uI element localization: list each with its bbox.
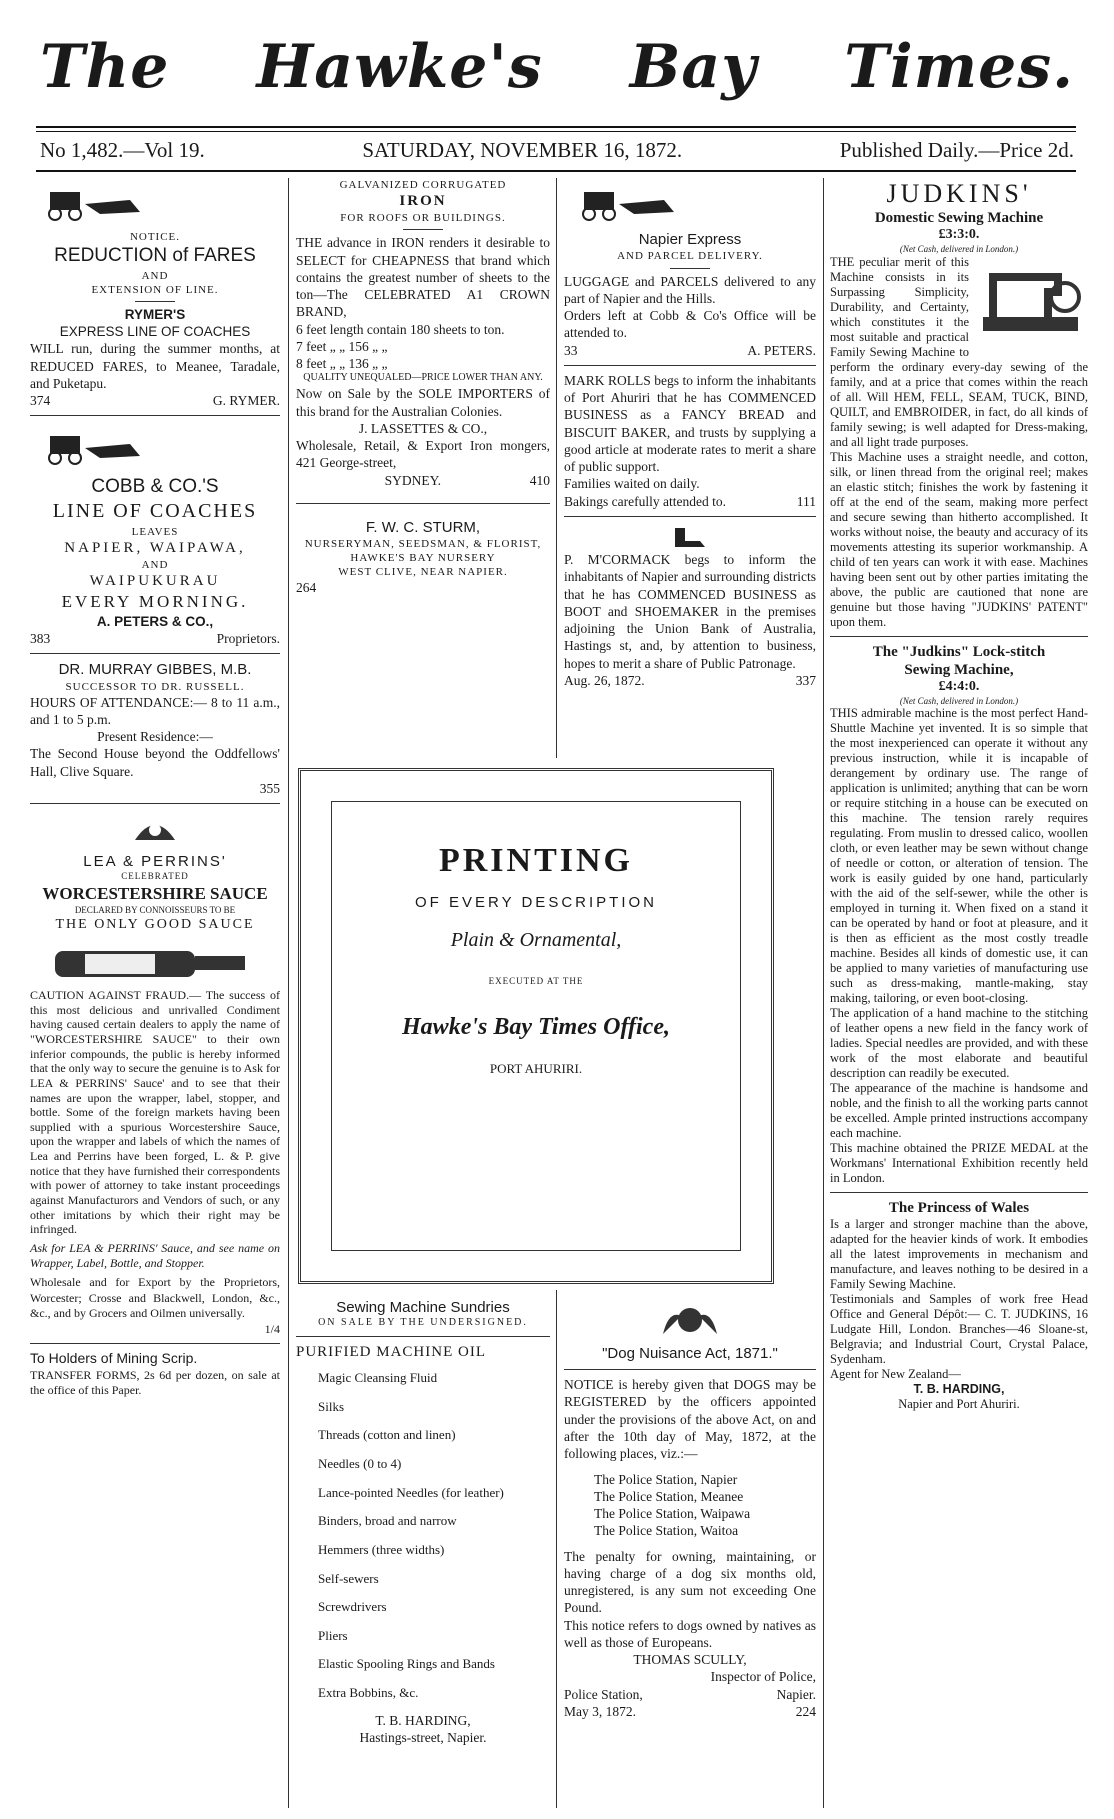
inspector-label: Inspector of Police,	[710, 1669, 816, 1685]
coach-icon	[30, 182, 150, 222]
boot-icon	[670, 523, 710, 549]
divider	[30, 1343, 280, 1344]
list-item: Elastic Spooling Rings and Bands	[318, 1656, 495, 1672]
declared-label: DECLARED BY CONNOISSEURS TO BE	[74, 904, 236, 915]
onsale-label: ON SALE BY THE UNDERSIGNED.	[318, 1317, 528, 1329]
bakings-line: Bakings carefully attended to.	[564, 493, 726, 509]
iron-body: THE advance in IRON renders it desirable to SELECT for CHEAPNESS that brand which contains the greatest number of sheets to the ton—The CELEBRATED A1 CROWN BRAND,	[296, 235, 550, 320]
list-item: Magic Cleansing Fluid	[318, 1370, 438, 1386]
port-label: PORT AHURIRI.	[489, 1061, 583, 1076]
rymer-body: WILL run, during the summer months, at REDUCED FARES, to Meanee, Taradale, and Puketapu.	[30, 341, 280, 391]
list-item: Hemmers (three widths)	[318, 1541, 445, 1557]
dateline	[40, 138, 1074, 163]
iron-heading: IRON	[399, 193, 447, 210]
cobb-line: LINE OF COACHES	[52, 499, 258, 522]
station-label: Police Station,	[564, 1686, 643, 1702]
divider	[564, 365, 816, 366]
list-item: Self-sewers	[318, 1570, 379, 1586]
ad-number: 111	[796, 493, 816, 509]
column-rule	[556, 1290, 557, 1808]
masthead	[40, 12, 1074, 122]
printing-heading: PRINTING	[438, 842, 634, 879]
transfer-body: TRANSFER FORMS, 2s 6d per dozen, on sale at the office of this Paper.	[30, 1367, 280, 1398]
list-item: Pliers	[318, 1627, 348, 1643]
reduction-heading: REDUCTION of FARES	[54, 245, 256, 267]
printing-frame	[331, 801, 741, 1251]
dog-body: NOTICE is hereby given that DOGS may be REGISTERED by the officers appointed under the provisions of the above Act, on and after the 10th day of May, 1872, at the following places, viz.:—	[564, 1377, 816, 1462]
list-item: Binders, broad and narrow	[318, 1513, 457, 1529]
masthead-word: Bay	[629, 32, 758, 102]
ad-number: 33	[564, 342, 578, 358]
ad-number: 337	[795, 672, 816, 688]
divider	[670, 268, 710, 269]
domestic-heading: Domestic Sewing Machine	[874, 210, 1044, 227]
sundries-heading: Sewing Machine Sundries	[336, 1299, 510, 1316]
and-label: AND	[141, 269, 169, 282]
masthead-word: Hawke's	[256, 32, 543, 102]
office-name: Hawke's Bay Times Office,	[402, 1014, 670, 1040]
judkins-heading: JUDKINS'	[886, 179, 1032, 208]
roofs-label: FOR ROOFS OR BUILDINGS.	[340, 212, 506, 225]
hbn-label: HAWKE'S BAY NURSERY	[350, 552, 496, 565]
judkins-body-8: Testimonials and Samples of work free Head Office and General Dépôt:— C. T. JUDKINS, 16 Ludgate Hill, London. Branches—46 Sloane-st, Belgravia; and Industrial Court, Crystal Palace, Sydenham.	[830, 1292, 1088, 1367]
west-label: WEST CLIVE, NEAR NAPIER.	[338, 566, 508, 579]
date-line: Aug. 26, 1872.	[564, 672, 645, 688]
waipukurau-label: WAIPUKURAU	[89, 572, 221, 589]
lea-perrins-heading: LEA & PERRINS'	[83, 853, 227, 871]
lassettes-heading: J. LASSETTES & CO.,	[358, 420, 488, 436]
sturm-heading: F. W. C. STURM,	[365, 518, 481, 536]
leaves-label: LEAVES	[131, 525, 179, 538]
list-item: Extra Bobbins, &c.	[318, 1685, 419, 1701]
ad-signature: Proprietors.	[216, 631, 280, 647]
column-1	[30, 178, 280, 1399]
rolls-body: MARK ROLLS begs to inform the inhabitants of Port Ahuriri that he has COMMENCED BUSINESS as a FANCY BREAD and BISCUIT BAKER, and trusts by supplying a good article at moderate rates to merit a share of public support.	[564, 372, 816, 475]
every-morning: EVERY MORNING.	[61, 592, 249, 612]
nowsale-body: Now on Sale by the SOLE IMPORTERS of this brand for the Australian Colonies.	[296, 386, 550, 419]
napier-label: Napier and Port Ahuriri.	[898, 1397, 1020, 1412]
date-line: May 3, 1872.	[564, 1703, 636, 1719]
divider	[830, 1192, 1088, 1193]
judkins-body-6: This machine obtained the PRIZE MEDAL at the Workmans' International Exhibition recently held in London.	[830, 1141, 1088, 1186]
printing-subheading: OF EVERY DESCRIPTION	[415, 894, 657, 911]
sundries-list	[296, 1370, 550, 1702]
masthead-word: Times.	[844, 32, 1074, 102]
mccormack-body: P. M'CORMACK begs to inform the inhabitants of Napier and surrounding districts that he has COMMENCED BUSINESS as BOOT and SHOEMAKER in the premises adjoining the Union Bank of Australia, Hastings st, and, by attention to business, hopes to merit a share of Public Patronage.	[564, 551, 816, 671]
parcel-label: AND PARCEL DELIVERY.	[617, 250, 763, 263]
divider	[296, 503, 550, 504]
list-item: Threads (cotton and linen)	[318, 1427, 456, 1443]
ad-number: 355	[259, 780, 280, 796]
princess-heading: The Princess of Wales	[888, 1200, 1030, 1217]
ad-number: 374	[30, 393, 51, 409]
agent-label: Agent for New Zealand—	[830, 1367, 961, 1382]
list-item: The Police Station, Meanee	[594, 1488, 744, 1504]
mining-heading: To Holders of Mining Scrip.	[30, 1349, 198, 1366]
list-item: Needles (0 to 4)	[318, 1456, 402, 1472]
masthead-rule-thin	[36, 131, 1076, 132]
luggage-body: LUGGAGE and PARCELS delivered to any part of Napier and the Hills.	[564, 273, 816, 306]
divider	[403, 229, 443, 230]
divider	[135, 301, 175, 302]
harding-signature: T. B. HARDING,	[375, 1712, 471, 1728]
sewing-machine-icon	[973, 257, 1088, 347]
peters-heading: A. PETERS & CO.,	[96, 613, 214, 629]
column-rule	[288, 178, 289, 1808]
lockstitch-heading: The "Judkins" Lock-stitch	[872, 643, 1046, 660]
wholesale-body: Wholesale and for Export by the Proprietors, Worcester; Crosse and Blackwell, London, &c., &c., and by Grocers and Oilmen universally.	[30, 1275, 280, 1321]
ad-signature: A. PETERS.	[747, 342, 816, 358]
cobb-heading: COBB & CO.'S	[91, 475, 219, 497]
list-item: The Police Station, Napier	[594, 1471, 738, 1487]
plain-ornamental: Plain & Ornamental,	[450, 929, 622, 951]
list-item: Screwdrivers	[318, 1599, 387, 1615]
net-label: (Net Cash, delivered in London.)	[899, 695, 1019, 706]
refers-body: This notice refers to dogs owned by natives as well as those of Europeans.	[564, 1617, 816, 1650]
bottle-icon	[45, 936, 265, 986]
divider	[296, 1336, 550, 1337]
hours-body: HOURS OF ATTENDANCE:— 8 to 11 a.m., and 1 to 5 p.m.	[30, 694, 280, 727]
net-label: (Net Cash, delivered in London.)	[899, 243, 1019, 254]
list-item: Silks	[318, 1398, 345, 1414]
coach-icon	[30, 426, 150, 466]
nursery-label: NURSERYMAN, SEEDSMAN, & FLORIST,	[304, 538, 542, 551]
doctor-heading: DR. MURRAY GIBBES, M.B.	[58, 661, 252, 679]
dog-heading: "Dog Nuisance Act, 1871."	[602, 1345, 778, 1362]
divider	[564, 1369, 816, 1370]
families-line: Families waited on daily.	[564, 476, 700, 492]
executed-label: EXECUTED AT THE	[488, 976, 584, 986]
hastings-label: Hastings-street, Napier.	[359, 1729, 487, 1745]
harding-signature: T. B. HARDING,	[913, 1382, 1005, 1397]
galvanized-label: GALVANIZED CORRUGATED	[339, 179, 507, 191]
notice-label: NOTICE.	[129, 231, 181, 244]
list-item: Lance-pointed Needles (for leather)	[318, 1484, 504, 1500]
table-row: 8 feet „ „ 136 „ „	[296, 356, 388, 372]
column-3	[564, 178, 816, 689]
residence-label: Present Residence:—	[97, 729, 213, 745]
masthead-rule	[36, 126, 1076, 128]
ad-number: 410	[529, 472, 550, 488]
divider	[564, 516, 816, 517]
judkins-body-1: THE peculiar merit of this Machine consists in its Surpassing Simplicity, Durability, and Certainty, which constitutes it the most suitable and practical Family Sewing Machine to perform the ordinary every-day sewing of the family, and at a price that comes within the reach of all. Will HEM, FELL, SEAM, TUCK, BIND, QUILT, and EMBROIDER, in fact, do all kinds of family sewing; is well adapted for Dress-making, and all light trade purposes.	[830, 254, 1088, 449]
express-heading: Napier Express	[638, 231, 742, 249]
masthead-word: The	[40, 32, 170, 102]
sundries-advert	[296, 1298, 550, 1746]
printing-advert	[298, 768, 774, 1284]
column-2	[296, 178, 550, 597]
dateline-rule	[36, 170, 1076, 172]
crest-icon	[125, 810, 185, 850]
lassettes-body: Wholesale, Retail, & Export Iron mongers, 421 George-street,	[296, 438, 550, 471]
list-item: The Police Station, Waipawa	[594, 1506, 751, 1522]
extension-label: EXTENSION OF LINE.	[91, 283, 219, 296]
ad-number: 383	[30, 631, 51, 647]
purified-heading: PURIFIED MACHINE OIL	[296, 1343, 486, 1360]
scully-signature: THOMAS SCULLY,	[633, 1652, 747, 1668]
divider	[830, 636, 1088, 637]
ad-number: 1/4	[264, 1321, 280, 1336]
residence-body: The Second House beyond the Oddfellows' Hall, Clive Square.	[30, 746, 280, 779]
divider	[30, 803, 280, 804]
issue-number: No 1,482.—Vol 19.	[40, 138, 205, 162]
worcestershire-heading: WORCESTERSHIRE SAUCE	[42, 883, 268, 903]
orders-body: Orders left at Cobb & Co's Office will be attended to.	[564, 308, 816, 341]
divider	[30, 415, 280, 416]
coach-icon	[564, 182, 684, 222]
price-label: £3:3:0.	[938, 227, 980, 243]
column-rule	[823, 178, 824, 1808]
penalty-body: The penalty for owning, maintaining, or having charge of a dog six months old, unregistered, is any sum not exceeding One Pound.	[564, 1548, 816, 1616]
divider	[30, 653, 280, 654]
judkins-body-2: This Machine uses a straight needle, and cotton, silk, or linen thread from the original reel; makes an elastic stitch; finishes the work by fastening it off at the end of the seam, making more perfect and secure sewing than hitherto accomplished. It works without noise, the beauty and accuracy of its movements attesting its superior workmanship. A child of ten years can work it with ease. Machines having been sent out by other parties imitating the above, the public are cautioned that none are genuine but those having "JUDKINS' PATENT" upon them.	[830, 449, 1088, 629]
celebrated-label: CELEBRATED	[121, 871, 189, 882]
royal-arms-icon	[655, 1298, 725, 1338]
successor-label: SUCCESSOR TO DR. RUSSELL.	[65, 680, 245, 693]
issue-date: SATURDAY, NOVEMBER 16, 1872.	[362, 138, 683, 162]
list-item: The Police Station, Waitoa	[594, 1523, 739, 1539]
ad-signature: G. RYMER.	[212, 393, 280, 409]
ad-number: 264	[296, 580, 317, 596]
napier-label: Napier.	[776, 1686, 816, 1702]
judkins-body-3: THIS admirable machine is the most perfect Hand-Shuttle Machine yet invented. It is so simple that the most inexperienced can operate it without any previous instruction, while it is incapable of derangement by ordinary use. The range of application is unlimited; anything that can be worn or require stitching in a house can be executed on this machine. The tension rarely requires regulating. From muslin to dressed calico, woollen cloth, or even leather may be sewn without change of needle or cotton, or alteration of tension. The work is easily guided by one hand, particularly with the aid of the self-sewer, while the other is employed in turning it. When fixed on a stand it can be operated by hand or foot at pleasure, and it is then as efficient as the most costly treadle machine. Besides all kinds of domestic use, it can be applied to many varieties of manufacturing use such as dress-making, mantle-making, stay making, tailoring, or even boot-closing.	[830, 706, 1088, 1006]
only-good-sauce: THE ONLY GOOD SAUCE	[55, 917, 255, 933]
dog-notice	[564, 1298, 816, 1720]
table-row: 7 feet „ „ 156 „ „	[296, 338, 388, 354]
price-label: £4:4:0.	[938, 678, 980, 694]
stations-list	[564, 1471, 816, 1540]
judkins-body-7: Is a larger and stronger machine than the above, adapted for the heavier kinds of work. It embodies all the latest improvements in mechanism and manufacture, and leaves nothing to be desired in a Family Sewing Machine.	[830, 1217, 1088, 1292]
issue-price: Published Daily.—Price 2d.	[839, 138, 1074, 162]
quality-label: QUALITY UNEQUALED—PRICE LOWER THAN ANY.	[303, 372, 543, 384]
ask-body: Ask for LEA & PERRINS' Sauce, and see name on Wrapper, Label, Bottle, and Stopper.	[30, 1240, 280, 1271]
rymers-heading: RYMER'S	[124, 306, 186, 322]
judkins-body-4: The application of a hand machine to the stitching of leather opens a new field in the fancy work of ladies. Special needles are provided, and with these work of the most elaborate and beautiful description can readily be executed.	[830, 1006, 1088, 1081]
caution-body: CAUTION AGAINST FRAUD.— The success of this most delicious and unrivalled Condiment having caused certain dealers to apply the name of "WORCESTERSHIRE SAUCE" to their own inferior compounds, the public is hereby informed that the only way to secure the genuine is to Ask for LEA & PERRINS' Sauce' and to see that their names are upon the wrapper, label, stopper, and bottle. Some of the foreign markets having been supplied with a spurious Worcestershire Sauce, upon the wrapper and labels of which the names of Lea and Perrins have been forged, L. & P. give notice that they have furnished their correspondents with power of attorney to take instant proceedings against Manufacturors and Vendors of such, or any other imitations by which their right may be infringed.	[30, 988, 280, 1237]
judkins-body-5: The appearance of the machine is handsome and noble, and the finish to all the working parts cannot be excelled. Ample printed instructions accompany each machine.	[830, 1081, 1088, 1141]
lockstitch-subheading: Sewing Machine,	[904, 661, 1014, 678]
napier-label: NAPIER, WAIPAWA,	[64, 539, 246, 556]
column-rule	[556, 178, 557, 758]
express-heading: EXPRESS LINE OF COACHES	[59, 324, 251, 340]
ad-number: 224	[795, 1703, 816, 1719]
and-label: AND	[141, 558, 169, 571]
sydney-label: SYDNEY.	[384, 472, 442, 488]
table-row: 6 feet length contain 180 sheets to ton.	[296, 321, 505, 337]
column-4	[830, 178, 1088, 1412]
